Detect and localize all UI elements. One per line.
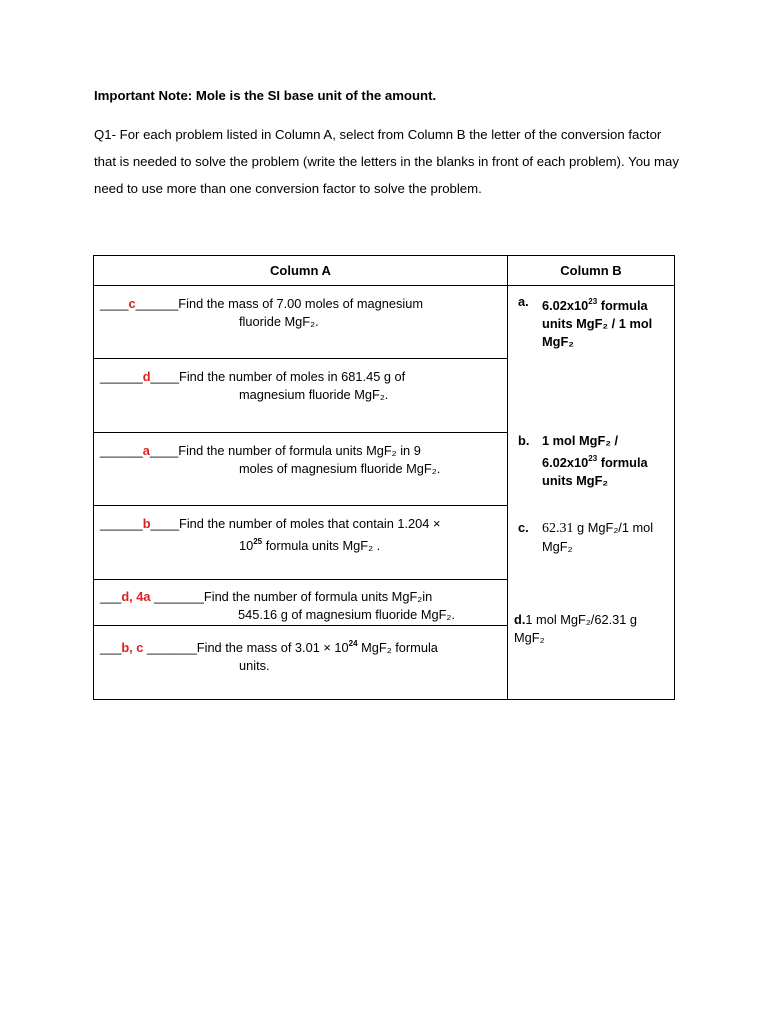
- answer-text[interactable]: d: [142, 369, 151, 384]
- column-b-header: Column B: [508, 256, 675, 286]
- problem-cell: [94, 359, 508, 433]
- problem-line: fluoride MgF₂.: [239, 314, 319, 329]
- important-note: Important Note: Mole is the SI base unit of the amount.: [94, 88, 437, 103]
- answer-text[interactable]: c: [128, 296, 136, 311]
- problem-line: 545.16 g of magnesium fluoride MgF₂.: [238, 607, 455, 622]
- problem-line: moles of magnesium fluoride MgF₂.: [239, 461, 441, 476]
- problem-line: units.: [239, 658, 270, 673]
- column-a-header: Column A: [94, 256, 508, 286]
- problem-line: ____c______Find the mass of 7.00 moles of magnesium: [100, 296, 423, 311]
- problem-cell: [94, 506, 508, 580]
- answer-text[interactable]: d, 4a: [121, 589, 151, 604]
- problem-line: magnesium fluoride MgF₂.: [239, 387, 389, 402]
- conversion-table: [93, 255, 675, 700]
- problem-cell: [94, 433, 508, 506]
- factor-d: d.1 mol MgF₂/62.31 g MgF₂: [514, 612, 638, 645]
- answer-text[interactable]: b: [142, 516, 151, 531]
- factor-c: c. 62.31 g MgF₂/1 mol MgF₂: [518, 520, 654, 554]
- problem-line: ______d____Find the number of moles in 681.45 g of: [100, 369, 406, 384]
- factor-a: a. $6.02x10^{23}$ formula units MgF₂ / 1 mol MgF₂: [518, 294, 653, 349]
- answer-text[interactable]: b, c: [121, 640, 144, 655]
- table-row: [94, 286, 675, 359]
- problem-line: ___b, c _______Find the mass of $3.01 \times 10^{24}$ MgF₂ formula: [100, 639, 438, 655]
- problem-line: ___d, 4a _______Find the number of formula units MgF₂in: [100, 589, 433, 604]
- problem-cell: [94, 580, 508, 626]
- column-b-cell: [508, 286, 675, 700]
- problem-line: ______b____Find the number of moles that contain 1.204 ×: [100, 516, 441, 531]
- problem-cell: [94, 626, 508, 700]
- factor-b: b. 1 mol $MgF_2 / 6.02x10^{23}$ formula units MgF₂: [518, 433, 648, 488]
- problem-cell: [94, 286, 508, 359]
- answer-text[interactable]: a: [142, 443, 150, 458]
- problem-line: ______a____Find the number of formula units MgF₂ in 9: [100, 443, 421, 458]
- table-header-row: [94, 256, 675, 286]
- question-1-text: Q1- For each problem listed in Column A, select from Column B the letter of the conversion factor that is needed to solve the problem (write the letters in the blanks in front of each problem). You may need to use more than one conversion factor to solve the problem.: [94, 127, 679, 196]
- problem-line: $10^{25}$ formula units MgF₂ .: [239, 537, 381, 553]
